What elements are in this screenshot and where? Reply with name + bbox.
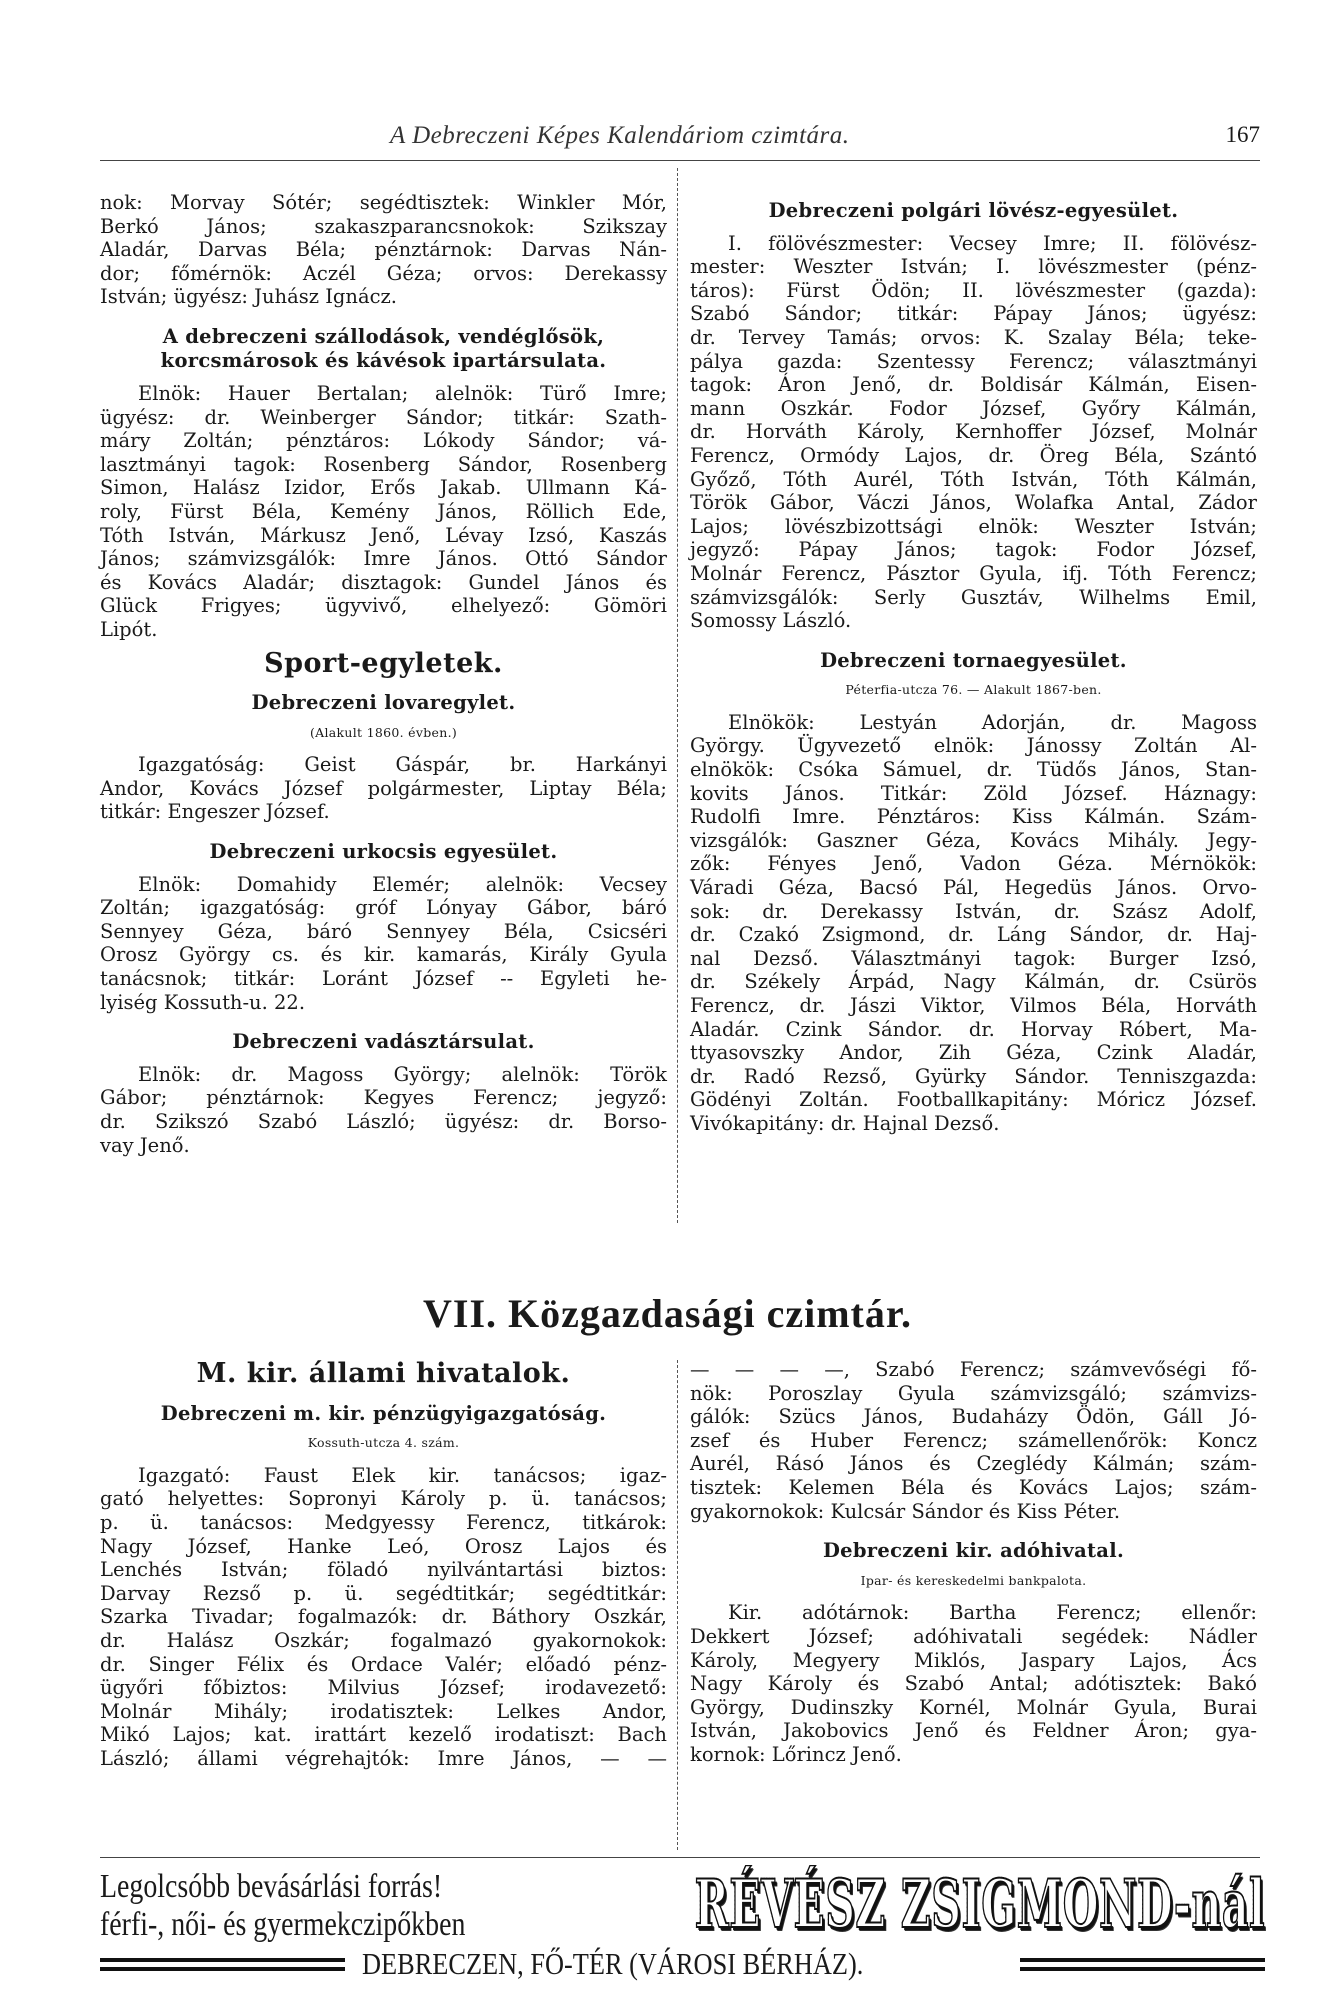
paragraph: [100, 753, 667, 824]
text-line: Váradi Géza, Bacsó Pál, Hegedüs János. Orvo-: [690, 876, 1257, 900]
heading-line: Sport-egyletek.: [264, 647, 503, 679]
text-line: Igazgató: Faust Elek kir. tanácsos; igaz-: [138, 1463, 667, 1487]
text-line: tanácsnok; titkár: Loránt József -- Egyleti he-: [100, 967, 667, 991]
text-line: György. Ügyvezető elnök: Jánossy Zoltán Al-: [690, 734, 1257, 758]
heading-note: [690, 1569, 1257, 1593]
text-line: Igazgatóság: Geist Gáspár, br. Harkányi: [138, 753, 667, 777]
text-line: táros): Fürst Ödön; II. lövészmester (gazda):: [690, 278, 1257, 302]
heading-line: Ipar- és kereskedelmi bankpalota.: [860, 1572, 1087, 1588]
text-line: Glück Frigyes; ügyvivő, elhelyező: Gömöri: [100, 594, 667, 618]
text-line: Nagy Károly és Szabó Antal; adótisztek: Bakó: [690, 1672, 1257, 1696]
text-line: Vivókapitány: dr. Hajnal Dezső.: [690, 1111, 1000, 1135]
text-line: dr. Singer Félix és Ordace Valér; előadó pénz-: [100, 1652, 667, 1676]
text-line: István; ügyész: Juhász Ignácz.: [100, 285, 397, 309]
text-line: Simon, Halász Izidor, Erős Jakab. Ullmann Ká-: [100, 476, 667, 500]
text-line: Darvay Rezső p. ü. segédtitkár; segédtitkár:: [100, 1581, 667, 1605]
paragraph: [100, 1063, 667, 1157]
page-number: 167: [1225, 122, 1260, 147]
heading-line: Debreczeni polgári lövész-egyesület.: [768, 199, 1179, 222]
text-line: Szabó Sándor; titkár: Pápay János; ügyész:: [690, 302, 1257, 326]
upper-left-column: [100, 191, 667, 1157]
heading-line: Debreczeni lovaregylet.: [251, 691, 516, 715]
text-line: dor; főmérnök: Aczél Géza; orvos: Derekassy: [100, 261, 667, 285]
text-line: Lajos; lövészbizottsági elnök: Weszter István;: [690, 514, 1257, 538]
paragraph: [100, 191, 667, 309]
text-line: Lipót.: [100, 617, 158, 641]
text-line: Dekkert József; adóhivatali segédek: Nádler: [690, 1624, 1257, 1648]
text-line: Elnök: Hauer Bertalan; alelnök: Türő Imre;: [138, 381, 667, 405]
text-line: p. ü. tanácsos: Medgyessy Ferencz, titkárok:: [100, 1510, 667, 1534]
heading-line: korcsmárosok és kávésok ipartársulata.: [160, 348, 607, 372]
heading-line: Debreczeni vadásztársulat.: [232, 1030, 535, 1054]
club-heading: [100, 325, 667, 373]
paragraph: [690, 711, 1257, 1136]
club-heading: [690, 649, 1257, 673]
heading-line: Debreczeni kir. adóhivatal.: [822, 1539, 1125, 1563]
ad-brand-name: RÉVÉSZ ZSIGMOND-nál: [694, 1865, 1265, 1943]
text-line: vay Jenő.: [100, 1133, 190, 1157]
double-rule-left: [100, 1958, 345, 1971]
section-heading: [100, 647, 667, 679]
heading-line: Debreczeni m. kir. pénzügyigazgatóság.: [160, 1401, 607, 1425]
text-line: Orosz György cs. és kir. kamarás, Király Gyula: [100, 943, 667, 967]
text-line: Gödényi Zoltán. Footballkapitány: Móricz József.: [690, 1088, 1257, 1112]
text-line: titkár: Engeszer József.: [100, 800, 330, 824]
heading-line: M. kir. állami hivatalok.: [196, 1358, 571, 1389]
text-line: István, Jakobovics Jenő és Feldner Áron; gya-: [690, 1719, 1257, 1743]
text-line: Szarka Tivadar; fogalmazók: dr. Báthory Oszkár,: [100, 1605, 667, 1629]
text-line: sok: dr. Derekassy István, dr. Szász Adolf,: [690, 899, 1257, 923]
text-line: György, Dudinszky Kornél, Molnár Gyula, Burai: [690, 1695, 1257, 1719]
running-title: A Debreczeni Képes Kalendáriom czimtára.: [390, 122, 850, 149]
text-line: — — — —, Szabó Ferencz; számvevőségi fő-: [690, 1358, 1257, 1381]
column-divider-upper: [677, 168, 678, 1223]
text-line: dr. Székely Árpád, Nagy Kálmán, dr. Csürös: [690, 970, 1257, 994]
text-line: Molnár Ferencz, Pásztor Gyula, ifj. Tóth Ferencz;: [690, 561, 1257, 585]
club-heading: [690, 1539, 1257, 1563]
club-heading: [100, 1402, 667, 1426]
text-line: mester: Weszter István; I. lövészmester (pénz-: [690, 255, 1257, 279]
text-line: pálya gazda: Szentessy Ferencz; választmányi: [690, 349, 1257, 373]
text-line: Elnök: dr. Magoss György; alelnök: Török: [138, 1062, 667, 1086]
paragraph: [690, 1358, 1257, 1523]
text-line: gálók: Szücs János, Budaházy Ödön, Gáll Jó-: [690, 1405, 1257, 1429]
text-line: zsef és Huber Ferencz; számellenőrök: Koncz: [690, 1428, 1257, 1452]
text-line: és Kovács Aladár; disztagok: Gundel János és: [100, 570, 667, 594]
heading-line: Péterfia-utcza 76. — Alakult 1867-ben.: [845, 682, 1102, 698]
ad-slogan: [100, 1868, 465, 1944]
text-line: Elnök: Domahidy Elemér; alelnök: Vecsey: [138, 872, 667, 896]
lower-left-column: [100, 1352, 667, 1771]
text-line: ttyasovszky Andor, Zih Géza, Czink Aladár,: [690, 1041, 1257, 1065]
text-line: Gábor; pénztárnok: Kegyes Ferencz; jegyző:: [100, 1086, 667, 1110]
paragraph: [100, 873, 667, 1015]
running-header: [100, 122, 1260, 152]
club-heading: [100, 691, 667, 715]
text-line: dr. Tervey Tamás; orvos: K. Szalay Béla; teke-: [690, 325, 1257, 349]
advertisement: [100, 1866, 1265, 1986]
club-heading: [690, 199, 1257, 223]
text-line: Török Gábor, Váczi János, Wolafka Antal, Zádor: [690, 491, 1257, 515]
text-line: Aladár, Darvas Béla; pénztárnok: Darvas Nán-: [100, 238, 667, 262]
text-line: tisztek: Kelemen Béla és Kovács Lajos; szám-: [690, 1475, 1257, 1499]
text-line: gató helyettes: Sopronyi Károly p. ü. tanácsos;: [100, 1487, 667, 1511]
paragraph: [100, 382, 667, 642]
text-line: vizsgálók: Gaszner Géza, Kovács Mihály. Jegy-: [690, 828, 1257, 852]
heading-line: (Alakult 1860. évben.): [309, 724, 458, 740]
text-line: Rudolfi Imre. Pénztáros: Kiss Kálmán. Szám-: [690, 805, 1257, 829]
text-line: kornok: Lőrincz Jenő.: [690, 1742, 902, 1766]
text-line: Zoltán; igazgatóság: gróf Lónyay Gábor, báró: [100, 896, 667, 920]
text-line: kovits János. Titkár: Zöld József. Háznagy:: [690, 781, 1257, 805]
text-line: Ferencz, Ormódy Lajos, dr. Öreg Béla, Szántó: [690, 443, 1257, 467]
text-line: lyiség Kossuth-u. 22.: [100, 990, 306, 1014]
text-line: Aladár. Czink Sándor. dr. Horvay Róbert, Ma-: [690, 1017, 1257, 1041]
text-line: tagok: Áron Jenő, dr. Boldisár Kálmán, Eisen-: [690, 373, 1257, 397]
text-line: Somossy László.: [690, 609, 852, 633]
ad-slogan-line-2: férfi-, női- és gyermekczipőkben: [100, 1906, 466, 1943]
text-line: nök: Poroszlay Gyula számvizsgáló; számvizs-: [690, 1381, 1257, 1405]
club-heading: [100, 840, 667, 864]
text-line: Károly, Megyery Miklós, Jaspary Lajos, Ács: [690, 1648, 1257, 1672]
text-line: jegyző: Pápay János; tagok: Fodor József,: [690, 538, 1257, 562]
text-line: Lenchés István; föladó nyilvántartási biztos:: [100, 1558, 667, 1582]
heading-line: Kossuth-utcza 4. szám.: [307, 1435, 460, 1451]
column-divider-lower: [677, 1360, 678, 1850]
text-line: László; állami végrehajtók: Imre János, — —: [100, 1746, 667, 1770]
text-line: elnökök: Csóka Sámuel, dr. Tüdős János, Stan-: [690, 758, 1257, 782]
text-line: Győző, Tóth Aurél, Tóth István, Tóth Kálmán,: [690, 467, 1257, 491]
text-line: dr. Halász Oszkár; fogalmazó gyakornokok:: [100, 1628, 667, 1652]
text-line: nal Dezső. Választmányi tagok: Burger Izsó,: [690, 946, 1257, 970]
text-line: számvizsgálók: Serly Gusztáv, Wilhelms Emil,: [690, 585, 1257, 609]
ad-address: DEBRECZEN, FŐ-TÉR (VÁROSI BÉRHÁZ).: [362, 1946, 864, 1981]
paragraph: [100, 1464, 667, 1771]
text-line: nok: Morvay Sótér; segédtisztek: Winkler Mór,: [100, 191, 667, 214]
text-line: máry Zoltán; pénztáros: Lókody Sándor; vá-: [100, 429, 667, 453]
text-line: dr. Czakó Zsigmond, dr. Láng Sándor, dr. Haj-: [690, 923, 1257, 947]
header-rule: [100, 160, 1260, 161]
text-line: Mikó Lajos; kat. irattárt kezelő irodatiszt: Bach: [100, 1723, 667, 1747]
ad-address-row: [100, 1946, 1265, 1982]
heading-note: [690, 678, 1257, 702]
text-line: roly, Fürst Béla, Kemény János, Röllich Ede,: [100, 499, 667, 523]
text-line: Elnökök: Lestyán Adorján, dr. Magoss: [728, 710, 1257, 734]
heading-note: [100, 1431, 667, 1455]
text-line: Ferencz, dr. Jászi Viktor, Vilmos Béla, Horváth: [690, 994, 1257, 1017]
text-line: Berkó János; szakaszparancsnokok: Szikszay: [100, 214, 667, 238]
text-line: zők: Fényes Jenő, Vadon Géza. Mérnökök:: [690, 852, 1257, 876]
text-line: Aurél, Rásó János és Czeglédy Kálmán; szám-: [690, 1452, 1257, 1476]
text-line: lasztmányi tagok: Rosenberg Sándor, Rosenberg: [100, 452, 667, 476]
text-line: Sennyey Géza, báró Sennyey Béla, Csicséri: [100, 919, 667, 943]
upper-right-column: [690, 183, 1257, 1136]
text-line: gyakornokok: Kulcsár Sándor és Kiss Péter.: [690, 1499, 1121, 1523]
text-line: mann Oszkár. Fodor József, Győry Kálmán,: [690, 396, 1257, 420]
text-line: dr. Horváth Károly, Kernhoffer József, Molnár: [690, 420, 1257, 444]
text-line: Nagy József, Hanke Leó, Orosz Lajos és: [100, 1534, 667, 1558]
text-line: Molnár Mihály; irodatisztek: Lelkes Andor,: [100, 1699, 667, 1723]
paragraph: [690, 232, 1257, 633]
club-heading: [100, 1030, 667, 1054]
text-line: Andor, Kovács József polgármester, Liptay Béla;: [100, 776, 667, 800]
chapter-title: VII. Közgazdasági czimtár.: [423, 1291, 912, 1336]
text-line: dr. Radó Rezső, Gyürky Sándor. Tenniszgazda:: [690, 1064, 1257, 1088]
lower-right-column: [690, 1358, 1257, 1767]
text-line: I. fölövészmester: Vecsey Imre; II. fölövész-: [728, 231, 1257, 255]
heading-note: [100, 721, 667, 745]
heading-line: A debreczeni szállodások, vendéglősök,: [162, 324, 605, 348]
heading-line: Debreczeni urkocsis egyesület.: [209, 840, 558, 864]
heading-line: Debreczeni tornaegyesület.: [820, 648, 1127, 672]
double-rule-right: [1020, 1958, 1265, 1971]
section-heading: [100, 1358, 667, 1389]
ad-slogan-line-1: Legolcsóbb bevásárlási forrás!: [100, 1868, 443, 1905]
text-line: dr. Szikszó Szabó László; ügyész: dr. Borso-: [100, 1110, 667, 1133]
text-line: Tóth István, Márkusz Jenő, Lévay Izsó, Kaszás: [100, 523, 667, 547]
text-line: ügyőri főbiztos: Milvius József; irodavezető:: [100, 1676, 667, 1700]
footer-rule: [100, 1857, 1260, 1858]
text-line: Kir. adótárnok: Bartha Ferencz; ellenőr:: [728, 1601, 1257, 1625]
text-line: János; számvizsgálók: Imre János. Ottó Sándor: [100, 547, 667, 571]
text-line: ügyész: dr. Weinberger Sándor; titkár: Szath-: [100, 405, 667, 429]
paragraph: [690, 1601, 1257, 1766]
